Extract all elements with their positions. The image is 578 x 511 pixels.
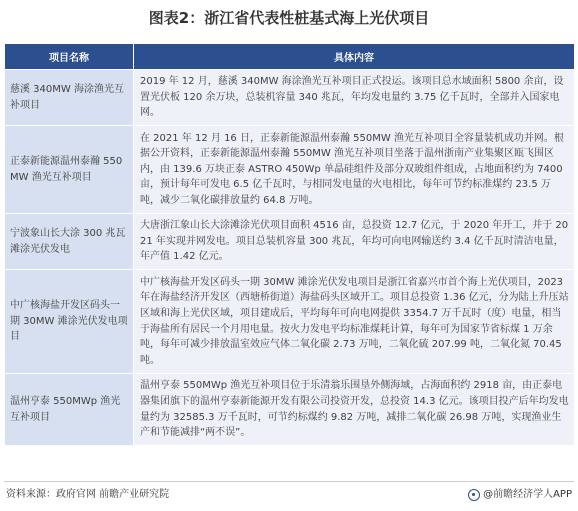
source-note: 资料来源：政府官网 前瞻产业研究院 bbox=[6, 489, 170, 500]
table-header-row bbox=[5, 44, 575, 70]
table-row bbox=[5, 70, 575, 126]
table-row bbox=[5, 126, 575, 214]
project-name-cell: 中广核海盐开发区码头一期 30MW 滩涂光伏发电项目 bbox=[5, 270, 134, 374]
project-desc-cell: 2019 年 12 月，慈溪 340MW 海涂渔光互补项目正式投运。该项目总水域面积 5800 余亩，设置光伏板 120 余万块，总装机容量 340 兆瓦，年均发电量约 3.75 亿千瓦时，全部并入国家电网。 bbox=[134, 70, 575, 126]
project-name-cell: 宁波象山长大涂 300 兆瓦滩涂光伏发电 bbox=[5, 214, 134, 270]
project-name-cell: 慈溪 340MW 海涂渔光互补项目 bbox=[5, 70, 134, 126]
page-title: 图表2：浙江省代表性桩基式海上光伏项目 bbox=[148, 9, 430, 27]
column-header-project-name: 项目名称 bbox=[5, 44, 134, 70]
table-row bbox=[5, 214, 575, 270]
brand-credit bbox=[468, 486, 572, 504]
qianzhan-logo-icon bbox=[468, 489, 480, 501]
footer-divider bbox=[4, 481, 574, 482]
project-desc-cell: 中广核海盐开发区码头一期 30MW 滩涂光伏发电项目是浙江省嘉兴市首个海上光伏项目，2023 年在海盐经济开发区（西塘桥街道）海盐码头区域开工。项目总投资 1.36 亿元，分为陆上升压站区域和海上光伏区域，项目建成后，平均每年可向电网提供 3354.7 万千瓦时（度）电量，相当于海盐所有居民一个月用电量。按火力发电平均标准煤耗计算，每年可为国家节省标煤 1 万余吨，每年可减少排放温室效应气体二氧化碳 2.73 万吨，二氧化硫 207.99 吨，二氧化氮 70.45 吨。 bbox=[134, 270, 575, 374]
table-row bbox=[5, 374, 575, 446]
project-desc-cell: 温州亨泰 550MWp 渔光互补项目位于乐清翁乐围垦外侧海域，占海面积约 2918 亩，由正泰电器集团旗下的温州亨泰新能源开发有限公司投资开发，总投资 14.3 亿元。该项目投产后年均发电量约为 32585.3 万千瓦时，可节约标煤约 9.82 万吨，减排二氧化碳 26.98 万吨，实现渔业生产和节能减排“两不误”。 bbox=[134, 374, 575, 446]
table-row bbox=[5, 270, 575, 374]
column-header-details: 具体内容 bbox=[134, 44, 575, 70]
project-desc-cell: 大唐浙江象山长大涂滩涂光伏项目面积 4516 亩，总投资 12.7 亿元，于 2020 年开工，并于 2021 年实现并网发电。项目总装机容量 300 兆瓦，年均可向电网输送约 3.4 亿千瓦时清洁电量，年产值 1.42 亿元。 bbox=[134, 214, 575, 270]
projects-table bbox=[4, 43, 575, 446]
brand-text: @前瞻经济学人APP bbox=[483, 489, 572, 500]
project-name-cell: 正泰新能源温州泰瀚 550MW 渔光互补项目 bbox=[5, 126, 134, 214]
project-desc-cell: 在 2021 年 12 月 16 日，正泰新能源温州泰瀚 550MW 渔光互补项目全容量装机成功并网。根据公开资料，正泰新能源温州泰瀚 550MW 渔光互补项目坐落于温州浙南产业集聚区瓯飞围区内，由 139.6 万块正泰 ASTRO 450Wp 单晶硅组件及部分双玻组件组成，占地面积约为 7400 亩，预计每年可发电 6.5 亿千瓦时，与相同发电量的火电相比，每年可节约标准煤约 23.5 万吨，减少二氧化碳排放量约 64.8 万吨。 bbox=[134, 126, 575, 214]
project-name-cell: 温州亨泰 550MWp 渔光互补项目 bbox=[5, 374, 134, 446]
